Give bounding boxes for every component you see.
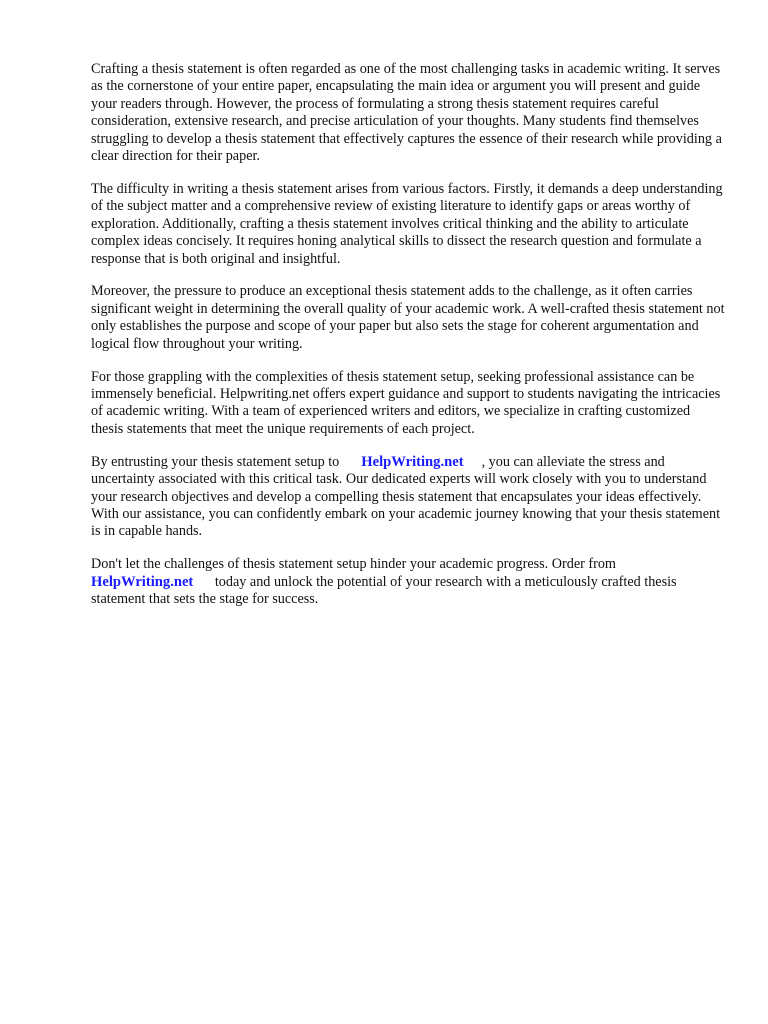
helpwriting-order-link[interactable]: HelpWriting.net xyxy=(91,573,194,590)
paragraph-entrusting xyxy=(91,454,725,541)
document-body xyxy=(91,61,725,624)
paragraph-entrusting-lead: By entrusting your thesis statement setup to xyxy=(91,453,340,470)
paragraph-order-rest: today and unlock the potential of your research with a meticulously crafted thesis statement that sets the stage for success. xyxy=(91,573,677,608)
helpwriting-link[interactable]: HelpWriting.net xyxy=(361,453,464,470)
paragraph-intro: Crafting a thesis statement is often regarded as one of the most challenging tasks in academic writing. It serves as the cornerstone of your entire paper, encapsulating the main idea or argument you will present and guide your readers through. However, the process of formulating a strong thesis statement requires careful consideration, extensive research, and precise articulation of your thoughts. Many students find themselves struggling to develop a thesis statement that effectively captures the essence of their research while providing a clear direction for their paper. xyxy=(91,61,722,165)
paragraph-order xyxy=(91,556,725,608)
paragraph-pressure: Moreover, the pressure to produce an exceptional thesis statement adds to the challenge, as it often carries significant weight in determining the overall quality of your academic work. A well-crafted thesis statement not only establishes the purpose and scope of your paper but also sets the stage for coherent argumentation and logical flow throughout your writing. xyxy=(91,283,725,352)
paragraph-assistance: For those grappling with the complexities of thesis statement setup, seeking professional assistance can be immensely beneficial. Helpwriting.net offers expert guidance and support to students navigating the intricacies of academic writing. With a team of experienced writers and editors, we specialize in crafting customized thesis statements that meet the unique requirements of each project. xyxy=(91,368,721,437)
paragraph-order-lead: Don't let the challenges of thesis statement setup hinder your academic progress. Order from xyxy=(91,556,616,573)
paragraph-entrusting-rest: , you can alleviate the stress and uncertainty associated with this critical task. Our dedicated experts will work closely with you to understand your research objectives and develop a compelling thesis statement that encapsulates your ideas effectively. With our assistance, you can confidently embark on your academic journey knowing that your thesis statement is in capable hands. xyxy=(91,453,721,540)
paragraph-difficulty: The difficulty in writing a thesis statement arises from various factors. Firstly, it demands a deep understanding of the subject matter and a comprehensive review of existing literature to identify gaps or areas worthy of exploration. Additionally, crafting a thesis statement involves critical thinking and the ability to articulate complex ideas concisely. It requires honing analytical skills to dissect the research question and formulate a response that is both original and insightful. xyxy=(91,180,723,267)
